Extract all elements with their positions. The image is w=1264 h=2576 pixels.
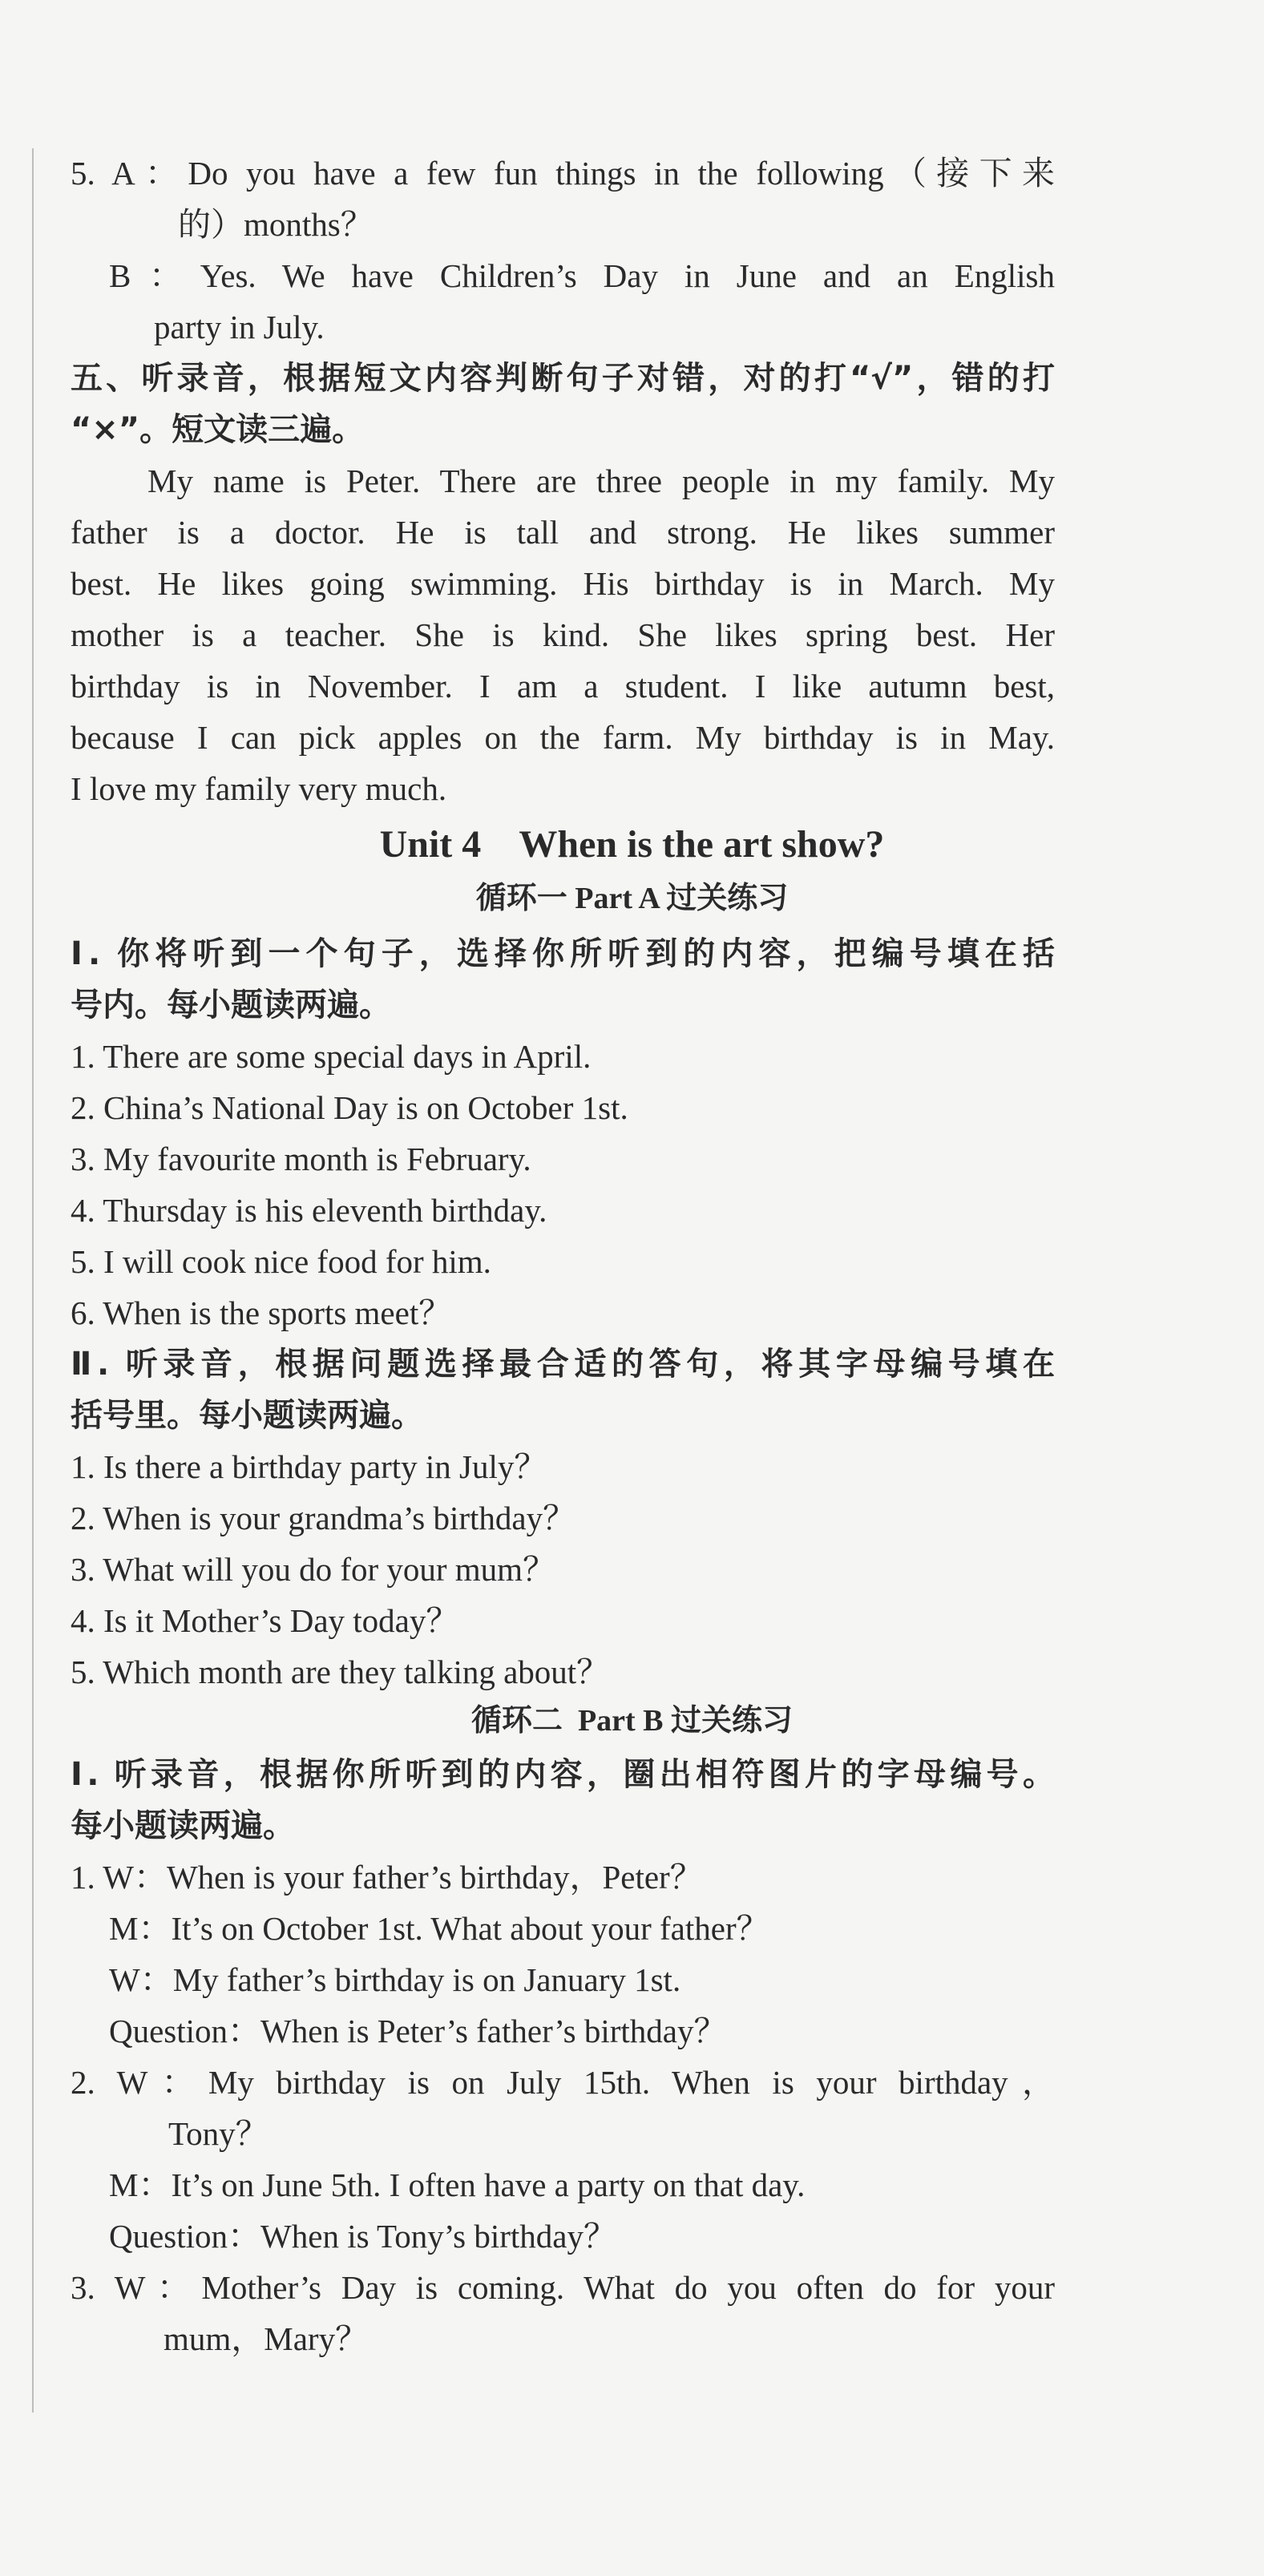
list-item: 4. Thursday is his eleventh birthday. [71,1192,547,1229]
list-item: 1. Is there a birthday party in July？ [71,1448,547,1485]
cycle-2-tail: 过关练习 [671,1702,794,1738]
cycle-1-tail: 过关练习 [666,880,789,915]
list-item: 6. When is the sports meet？ [71,1294,452,1331]
passage-line: mother is a teacher. She is kind. She likes spring best. Her [71,616,1055,653]
part-a-section-1-instruction: Ⅰ. 你将听到一个句子，选择你所听到的内容，把编号填在括 [71,935,1055,972]
passage-line: because I can pick apples on the farm. My birthday is in May. [71,719,1055,756]
passage-line: father is a doctor. He is tall and strong. He likes summer [71,514,1055,551]
cycle-2-heading [0,1696,1264,1745]
dialogue-line-5b-cont: party in July. [154,309,325,345]
list-item: 3. My favourite month is February. [71,1141,531,1177]
dialogue-line-cont: Tony？ [168,2115,269,2152]
list-item: 2. When is your grandma’s birthday？ [71,1500,576,1536]
list-item: 5. Which month are they talking about？ [71,1653,610,1690]
cycle-2-label: 循环二 [470,1702,563,1738]
cycle-1-label: 循环一 [475,880,567,915]
part-a-section-2-instruction: Ⅱ. 听录音，根据问题选择最合适的答句，将其字母编号填在 [71,1346,1055,1383]
passage-line: My name is Peter. There are three people in my family. My [147,462,1055,499]
cycle-1-part: Part A [575,882,659,915]
dialogue-line: M：It’s on October 1st. What about your father？ [109,1910,769,1947]
dialogue-line: W：My father’s birthday is on January 1st. [109,1961,681,1998]
unit-title: Unit 4 When is the art show? [379,823,885,866]
section-5-instruction: 五、听录音，根据短文内容判断句子对错，对的打“√”，错的打 [71,360,1055,397]
dialogue-line: 2. W：My birthday is on July 15th. When is your birthday， [71,2064,1055,2101]
part-b-section-1-instruction: Ⅰ. 听录音，根据你所听到的内容，圈出相符图片的字母编号。 [71,1756,1055,1793]
dialogue-line: 3. W：Mother’s Day is coming. What do you often do for your [71,2269,1055,2306]
list-item: 4. Is it Mother’s Day today？ [71,1602,459,1639]
dialogue-question: Question：When is Peter’s father’s birthday？ [109,2013,727,2049]
dialogue-line-5a: 5. A：Do you have a few fun things in the following（接下来 [71,155,1055,192]
part-b-section-1-instruction-cont: 每小题读两遍。 [71,1807,295,1844]
list-item: 5. I will cook nice food for him. [71,1243,491,1280]
passage-line: I love my family very much. [71,770,447,807]
part-a-section-1-instruction-cont: 号内。每小题读两遍。 [71,987,391,1024]
part-a-section-2-instruction-cont: 括号里。每小题读两遍。 [71,1397,423,1434]
list-item: 1. There are some special days in April. [71,1038,592,1075]
list-item: 3. What will you do for your mum？ [71,1551,556,1588]
passage-line: birthday is in November. I am a student. I like autumn best, [71,668,1055,705]
dialogue-line-5a-cont: 的）months？ [178,206,374,243]
passage-line: best. He likes going swimming. His birthday is in March. My [71,565,1055,602]
dialogue-line-cont: mum，Mary？ [164,2320,369,2357]
list-item: 2. China’s National Day is on October 1st. [71,1089,628,1126]
cycle-2-part: Part B [577,1704,664,1738]
dialogue-question: Question：When is Tony’s birthday？ [109,2218,616,2255]
dialogue-line: M：It’s on June 5th. I often have a party on that day. [109,2166,806,2203]
dialogue-line: 1. W：When is your father’s birthday，Peter？ [71,1859,703,1896]
cycle-1-heading [0,874,1264,923]
left-margin-rule [32,148,34,2412]
section-5-instruction-cont: “×”。短文读三遍。 [71,411,365,448]
dialogue-line-5b: B：Yes. We have Children’s Day in June and an English [109,257,1055,294]
